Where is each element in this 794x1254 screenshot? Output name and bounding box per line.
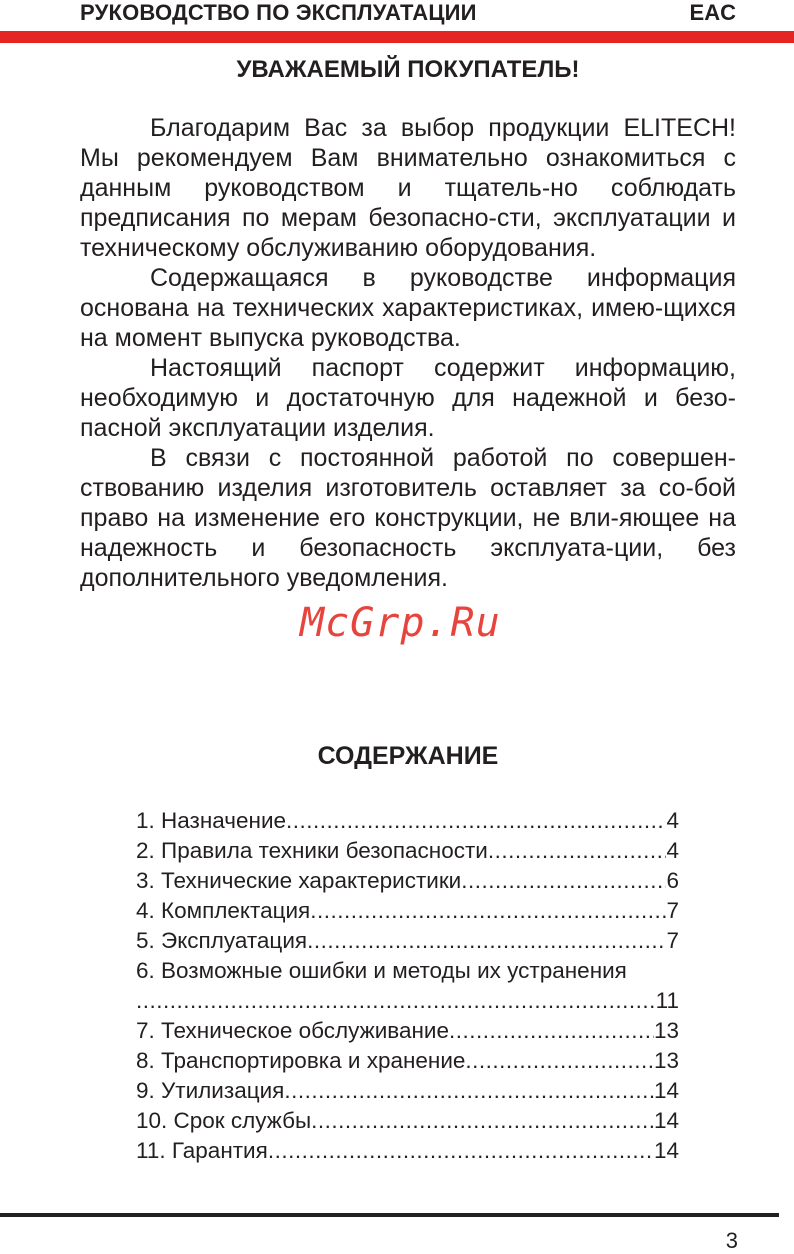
eac-mark: EAC [689,0,736,25]
toc-item-page: 4 [666,838,679,863]
toc-item-page: 13 [653,1018,679,1043]
toc-leader-dots [488,836,667,866]
toc-item-page: 4 [666,808,679,833]
toc-item-title: 6. Возможные ошибки и методы их устранения [136,958,627,983]
table-of-contents [136,806,679,1166]
toc-item [136,1106,679,1136]
intro-paragraph: Благодарим Вас за выбор продукции ELITECH! Мы рекомендуем Вам внимательно ознакомиться с данным руководством и тщатель-но соблюдать предписания по мерам безопасно-сти, эксплуатации и техническому обслуживанию оборудования. [80,114,736,262]
toc-item-page: 11 [655,988,679,1013]
toc-item-page: 14 [653,1138,679,1163]
toc-leader-dots [310,896,666,926]
toc-item-page: 7 [666,898,679,923]
toc-leader-dots [307,926,666,956]
intro-paragraph: В связи с постоянной работой по совершен-ствованию изделия изготовитель оставляет за со-бой право на изменение его конструкции, не вли-яющее на надежность и безопасность эксплуата-ции, без дополнительного уведомления. [80,444,736,592]
toc-item [136,866,679,896]
toc-item-page: 13 [653,1048,679,1073]
toc-item [136,986,679,1016]
intro-paragraph: Настоящий паспорт содержит информацию, необходимую и достаточную для надежной и безо-пасной эксплуатации изделия. [80,354,736,442]
toc-leader-dots [311,1106,654,1136]
watermark: McGrp.Ru [300,600,501,646]
toc-item [136,926,679,956]
toc-item-title: 1. Назначение [136,808,287,833]
footer-rule [0,1213,779,1217]
toc-item-title: 5. Эксплуатация [136,928,308,953]
toc-item-page: 14 [653,1078,679,1103]
toc-item [136,836,679,866]
toc-item-title: 10. Срок службы [136,1108,312,1133]
toc-item [136,896,679,926]
toc-leader-dots [461,866,666,896]
greeting-heading: УВАЖАЕМЫЙ ПОКУПАТЕЛЬ! [236,56,580,83]
page-number: 3 [725,1228,738,1253]
toc-item-title: 11. Гарантия [136,1138,268,1163]
toc-item-title: 4. Комплектация [136,898,311,923]
header-red-bar [0,31,794,43]
header-title: РУКОВОДСТВО ПО ЭКСПЛУАТАЦИИ [80,0,477,25]
page-header [0,0,794,44]
toc-leader-dots [136,986,656,1016]
toc-item-page: 14 [653,1108,679,1133]
toc-leader-dots [449,1016,654,1046]
toc-item [136,1136,679,1166]
toc-leader-dots [465,1046,654,1076]
intro-paragraph: Содержащаяся в руководстве информация основана на технических характеристиках, имею-щихся на момент выпуска руководства. [80,264,736,352]
toc-item-page: 7 [666,928,679,953]
toc-item-title: 8. Транспортировка и хранение [136,1048,466,1073]
toc-heading: СОДЕРЖАНИЕ [317,742,499,770]
toc-leader-dots [286,806,666,836]
toc-item [136,806,679,836]
toc-item-title: 7. Техническое обслуживание [136,1018,449,1043]
toc-item [136,1046,679,1076]
intro-text [80,113,736,593]
toc-item-title: 9. Утилизация [136,1078,285,1103]
toc-item-title: 2. Правила техники безопасности [136,838,488,863]
toc-leader-dots [284,1076,654,1106]
toc-item [136,1076,679,1106]
toc-item [136,1016,679,1046]
toc-item-page: 6 [666,868,679,893]
toc-item-title: 3. Технические характеристики [136,868,462,893]
toc-leader-dots [268,1136,654,1166]
